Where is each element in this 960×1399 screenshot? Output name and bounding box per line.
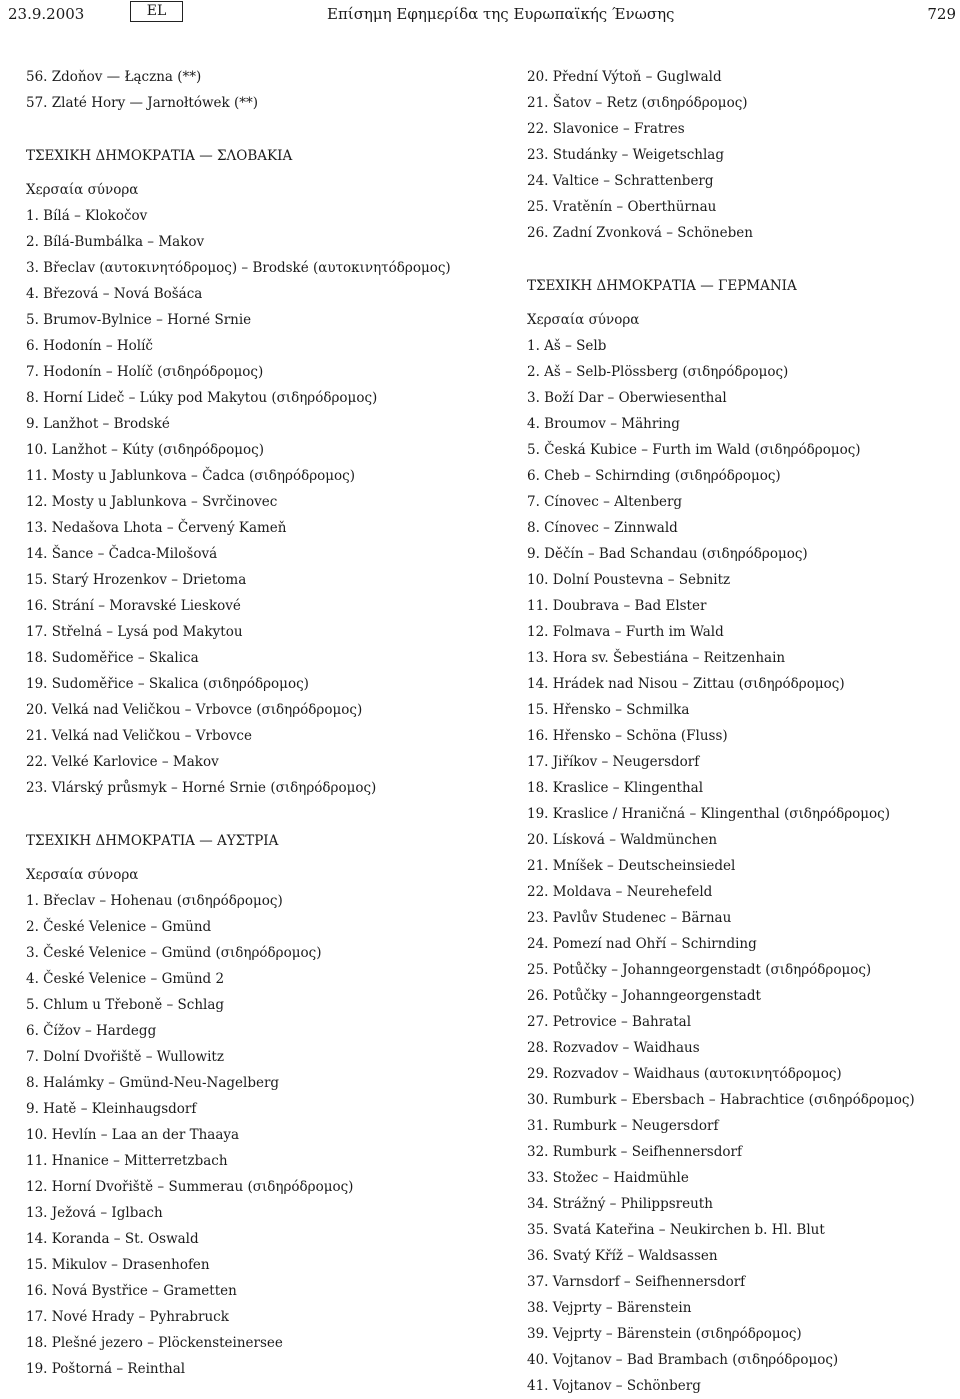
- right-column: [527, 64, 960, 1399]
- list-item: 1. Břeclav – Hohenau (σιδηρόδρομος): [26, 893, 283, 909]
- list-item: 13. Hora sv. Šebestiána – Reitzenhain: [527, 650, 786, 666]
- list-item: 18. Plešné jezero – Plöckensteinersee: [26, 1335, 283, 1351]
- list-item: 38. Vejprty – Bärenstein: [527, 1300, 692, 1316]
- language-badge: EL: [130, 1, 183, 22]
- list-item: 8. Halámky – Gmünd-Neu-Nagelberg: [26, 1075, 280, 1091]
- list-item: 19. Kraslice / Hraničná – Klingenthal (σιδηρόδρομος): [527, 806, 891, 822]
- list-item: 3. Břeclav (αυτοκινητόδρομος) – Brodské (αυτοκινητόδρομος): [26, 260, 451, 276]
- list-item: 5. Chlum u Třeboně – Schlag: [26, 997, 225, 1013]
- list-item: 20. Lísková – Waldmünchen: [527, 832, 718, 848]
- list-item: 14. Koranda – St. Oswald: [26, 1231, 199, 1247]
- list-item: 20. Přední Výtoň – Guglwald: [527, 69, 722, 85]
- list-item: 28. Rozvadov – Waidhaus: [527, 1040, 700, 1056]
- section-subheading: Χερσαία σύνορα: [527, 312, 640, 328]
- section-subheading: Χερσαία σύνορα: [26, 182, 139, 198]
- list-item: 9. Děčín – Bad Schandau (σιδηρόδρομος): [527, 546, 808, 562]
- left-column: [26, 64, 466, 1382]
- list-item: 35. Svatá Kateřina – Neukirchen b. Hl. Blut: [527, 1222, 825, 1238]
- list-item: 22. Velké Karlovice – Makov: [26, 754, 219, 770]
- list-item: 9. Hatě – Kleinhaugsdorf: [26, 1101, 197, 1117]
- list-item: 6. Hodonín – Holíč: [26, 338, 153, 354]
- list-item: 25. Potůčky – Johanngeorgenstadt (σιδηρόδρομος): [527, 962, 872, 978]
- list-item: 16. Hřensko – Schöna (Fluss): [527, 728, 728, 744]
- list-item: 11. Hnanice – Mitterretzbach: [26, 1153, 228, 1169]
- list-item: 24. Valtice – Schrattenberg: [527, 173, 714, 189]
- list-item: 13. Ježová – Iglbach: [26, 1205, 163, 1221]
- list-item: 12. Mosty u Jablunkova – Svrčinovec: [26, 494, 278, 510]
- list-item: 29. Rozvadov – Waidhaus (αυτοκινητόδρομος): [527, 1066, 842, 1082]
- list-item: 4. Broumov – Mähring: [527, 416, 680, 432]
- list-item: 2. České Velenice – Gmünd: [26, 919, 212, 935]
- list-item: 3. České Velenice – Gmünd (σιδηρόδρομος): [26, 945, 322, 961]
- list-item: 13. Nedašova Lhota – Červený Kameň: [26, 520, 287, 536]
- list-item: 23. Studánky – Weigetschlag: [527, 147, 724, 163]
- list-item: 17. Jiříkov – Neugersdorf: [527, 754, 700, 770]
- list-item: 26. Potůčky – Johanngeorgenstadt: [527, 988, 761, 1004]
- list-item: 56. Zdoňov — Łączna (**): [26, 69, 202, 85]
- list-item: 21. Velká nad Veličkou – Vrbovce: [26, 728, 252, 744]
- list-item: 10. Hevlín – Laa an der Thaaya: [26, 1127, 240, 1143]
- list-item: 23. Pavlův Studenec – Bärnau: [527, 910, 732, 926]
- list-item: 3. Boží Dar – Oberwiesenthal: [527, 390, 727, 406]
- list-item: 4. Březová – Nová Bošáca: [26, 286, 203, 302]
- page-header: [0, 0, 960, 30]
- section-heading: ΤΣΕΧΙΚΗ ΔΗΜΟΚΡΑΤΙΑ — ΑΥΣΤΡΙΑ: [26, 833, 279, 849]
- list-item: 23. Vlárský průsmyk – Horné Srnie (σιδηρόδρομος): [26, 780, 377, 796]
- list-item: 34. Strážný – Philippsreuth: [527, 1196, 713, 1212]
- list-item: 33. Stožec – Haidmühle: [527, 1170, 689, 1186]
- list-item: 25. Vratěnín – Oberthürnau: [527, 199, 717, 215]
- list-item: 11. Doubrava – Bad Elster: [527, 598, 707, 614]
- list-item: 40. Vojtanov – Bad Brambach (σιδηρόδρομος): [527, 1352, 839, 1368]
- list-item: 1. Aš – Selb: [527, 338, 607, 354]
- list-item: 21. Mníšek – Deutscheinsiedel: [527, 858, 736, 874]
- list-item: 5. Česká Kubice – Furth im Wald (σιδηρόδρομος): [527, 442, 861, 458]
- list-item: 11. Mosty u Jablunkova – Čadca (σιδηρόδρομος): [26, 468, 355, 484]
- list-item: 2. Aš – Selb-Plössberg (σιδηρόδρομος): [527, 364, 789, 380]
- list-item: 57. Zlaté Hory — Jarnołtówek (**): [26, 95, 258, 111]
- list-item: 27. Petrovice – Bahratal: [527, 1014, 692, 1030]
- list-item: 36. Svatý Kříž – Waldsassen: [527, 1248, 718, 1264]
- list-item: 24. Pomezí nad Ohří – Schirnding: [527, 936, 757, 952]
- list-item: 15. Hřensko – Schmilka: [527, 702, 690, 718]
- list-item: 5. Brumov-Bylnice – Horné Srnie: [26, 312, 252, 328]
- list-item: 12. Horní Dvořiště – Summerau (σιδηρόδρομος): [26, 1179, 354, 1195]
- list-item: 39. Vejprty – Bärenstein (σιδηρόδρομος): [527, 1326, 802, 1342]
- list-item: 8. Cínovec – Zinnwald: [527, 520, 678, 536]
- list-item: 18. Kraslice – Klingenthal: [527, 780, 704, 796]
- list-item: 6. Cheb – Schirnding (σιδηρόδρομος): [527, 468, 781, 484]
- list-item: 37. Varnsdorf – Seifhennersdorf: [527, 1274, 746, 1290]
- list-item: 2. Bílá-Bumbálka – Makov: [26, 234, 205, 250]
- list-item: 26. Zadní Zvonková – Schöneben: [527, 225, 753, 241]
- list-item: 17. Nové Hrady – Pyhrabruck: [26, 1309, 229, 1325]
- list-item: 1. Bílá – Klokočov: [26, 208, 148, 224]
- section-heading: ΤΣΕΧΙΚΗ ΔΗΜΟΚΡΑΤΙΑ — ΣΛΟΒΑΚΙΑ: [26, 148, 293, 164]
- page-number: 729: [927, 5, 956, 23]
- list-item: 19. Poštorná – Reinthal: [26, 1361, 186, 1377]
- list-item: 17. Střelná – Lysá pod Makytou: [26, 624, 243, 640]
- list-item: 6. Čížov – Hardegg: [26, 1023, 157, 1039]
- list-item: 31. Rumburk – Neugersdorf: [527, 1118, 719, 1134]
- list-item: 7. Hodonín – Holíč (σιδηρόδρομος): [26, 364, 264, 380]
- list-item: 16. Strání – Moravské Lieskové: [26, 598, 241, 614]
- section-subheading: Χερσαία σύνορα: [26, 867, 139, 883]
- list-item: 20. Velká nad Veličkou – Vrbovce (σιδηρόδρομος): [26, 702, 363, 718]
- list-item: 19. Sudoměřice – Skalica (σιδηρόδρομος): [26, 676, 309, 692]
- list-item: 8. Horní Lideč – Lúky pod Makytou (σιδηρόδρομος): [26, 390, 378, 406]
- list-item: 22. Slavonice – Fratres: [527, 121, 685, 137]
- list-item: 15. Mikulov – Drasenhofen: [26, 1257, 210, 1273]
- list-item: 7. Dolní Dvořiště – Wullowitz: [26, 1049, 224, 1065]
- list-item: 21. Šatov – Retz (σιδηρόδρομος): [527, 95, 748, 111]
- list-item: 14. Šance – Čadca-Milošová: [26, 546, 218, 562]
- journal-title: Επίσημη Εφημερίδα της Ευρωπαϊκής Ένωσης: [327, 5, 675, 23]
- section-heading: ΤΣΕΧΙΚΗ ΔΗΜΟΚΡΑΤΙΑ — ΓΕΡΜΑΝΙΑ: [527, 278, 797, 294]
- list-item: 14. Hrádek nad Nisou – Zittau (σιδηρόδρομος): [527, 676, 845, 692]
- list-item: 41. Vojtanov – Schönberg: [527, 1378, 701, 1394]
- list-item: 4. České Velenice – Gmünd 2: [26, 971, 225, 987]
- list-item: 10. Dolní Poustevna – Sebnitz: [527, 572, 731, 588]
- list-item: 9. Lanžhot – Brodské: [26, 416, 170, 432]
- list-item: 30. Rumburk – Ebersbach – Habrachtice (σιδηρόδρομος): [527, 1092, 915, 1108]
- list-item: 22. Moldava – Neurehefeld: [527, 884, 713, 900]
- list-item: 7. Cínovec – Altenberg: [527, 494, 683, 510]
- publication-date: 23.9.2003: [8, 5, 85, 23]
- list-item: 12. Folmava – Furth im Wald: [527, 624, 724, 640]
- list-item: 10. Lanžhot – Kúty (σιδηρόδρομος): [26, 442, 264, 458]
- list-item: 18. Sudoměřice – Skalica: [26, 650, 199, 666]
- list-item: 15. Starý Hrozenkov – Drietoma: [26, 572, 247, 588]
- list-item: 32. Rumburk – Seifhennersdorf: [527, 1144, 742, 1160]
- list-item: 16. Nová Bystřice – Grametten: [26, 1283, 237, 1299]
